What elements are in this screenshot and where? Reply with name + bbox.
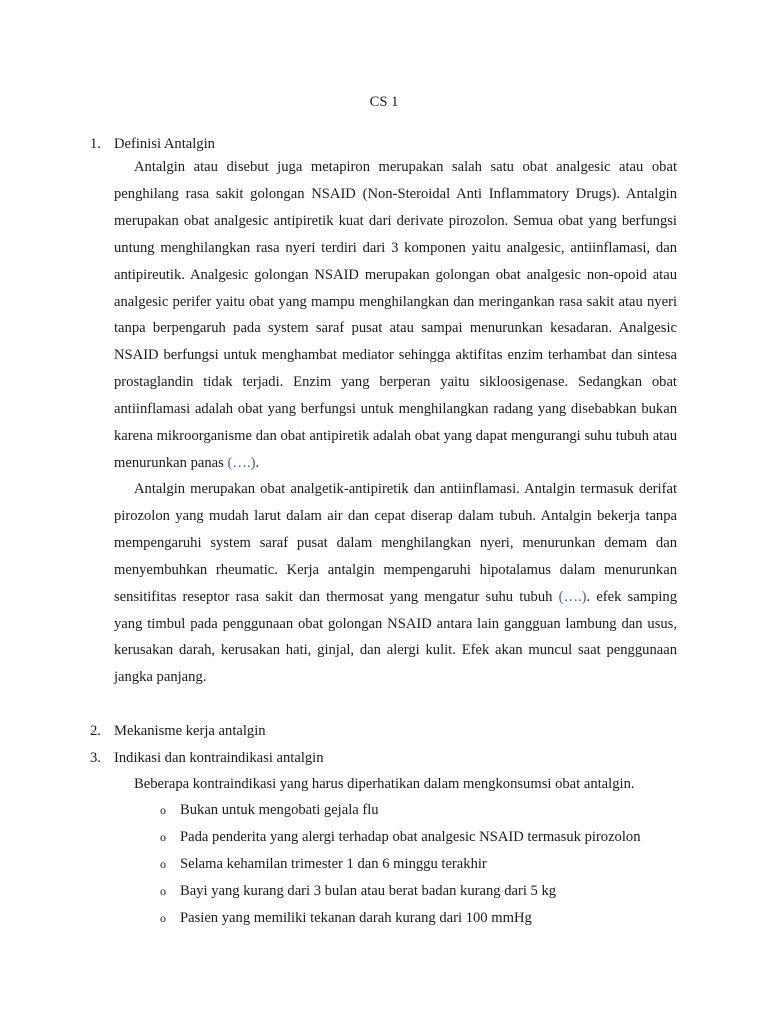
list-item-text: Selama kehamilan trimester 1 dan 6 minggu terakhir <box>180 856 487 872</box>
kontraindikasi-intro: Beberapa kontraindikasi yang harus diperhatikan dalam mengkonsumsi obat antalgin. <box>134 776 635 792</box>
list-item-text: Bayi yang kurang dari 3 bulan atau berat badan kurang dari 5 kg <box>180 883 557 899</box>
citation-placeholder: (….) <box>227 454 256 471</box>
bullet-marker: o <box>160 884 166 898</box>
section-heading-1 <box>90 134 215 154</box>
paragraph-text: Antalgin merupakan obat analgetik-antipiretik dan antiinflamasi. Antalgin termasuk derifat pirozolon yang mudah larut dalam air dan cepat diserap dalam tubuh. Antalgin bekerja tanpa mempengaruhi system saraf pusat dalam menghilangkan nyeri, menurunkan demam dan menyembuhkan rheumatic. Kerja antalgin mempengaruhi hipotalamus dalam menurunkan sensitifitas reseptor rasa sakit dan thermosat yang mengatur suhu tubuh <box>114 481 677 605</box>
section-number: 2. <box>90 723 101 739</box>
bullet-marker: o <box>160 803 166 817</box>
page-title: CS 1 <box>369 94 399 110</box>
list-item-text: Bukan untuk mengobati gejala flu <box>180 802 379 818</box>
list-item <box>160 827 641 854</box>
list-item-text: Pasien yang memiliki tekanan darah kurang dari 100 mmHg <box>180 910 532 926</box>
list-item <box>160 800 641 827</box>
paragraph-definisi-2 <box>114 476 677 691</box>
section-heading-2 <box>90 721 266 741</box>
citation-placeholder: (….) <box>558 588 587 605</box>
bullet-marker: o <box>160 830 166 844</box>
section-number: 3. <box>90 750 101 766</box>
section-title: Indikasi dan kontraindikasi antalgin <box>114 750 324 766</box>
bullet-marker: o <box>160 911 166 925</box>
bullet-marker: o <box>160 857 166 871</box>
paragraph-definisi-1 <box>114 154 677 477</box>
section-title: Definisi Antalgin <box>114 136 215 152</box>
section-heading-3 <box>90 748 324 768</box>
list-item <box>160 854 641 881</box>
section-title: Mekanisme kerja antalgin <box>114 723 266 739</box>
section-number: 1. <box>90 136 101 152</box>
kontraindikasi-list <box>160 800 641 935</box>
list-item-text: Pada penderita yang alergi terhadap obat analgesic NSAID termasuk pirozolon <box>180 829 641 845</box>
paragraph-text: Antalgin atau disebut juga metapiron merupakan salah satu obat analgesic atau obat penghilang rasa sakit golongan NSAID (Non-Steroidal Anti Inflammatory Drugs). Antalgin merupakan obat analgesic antipiretik kuat dari derivate pirozolon. Semua obat yang berfungsi untung menghilangkan rasa nyeri terdiri dari 3 komponen yaitu analgesic, antiinflamasi, dan antipireutik. Analgesic golongan NSAID merupakan golongan obat analgesic non-opoid atau analgesic perifer yaitu obat yang mampu menghilangkan dan meringankan rasa sakit atau nyeri tanpa berpengaruh pada system saraf pusat atau sampai menurunkan kesadaran. Analgesic NSAID berfungsi untuk menghambat mediator sehingga aktifitas enzim terhambat dan sintesa prostaglandin tidak terjadi. Enzim yang berperan yaitu sikloosigenase. Sedangkan obat antiinflamasi adalah obat yang berfungsi untuk menghilangkan radang yang disebabkan bukan karena mikroorganisme dan obat antipiretik adalah obat yang dapat mengurangi suhu tubuh atau menurunkan panas <box>114 159 677 471</box>
paragraph-end: . <box>255 454 260 471</box>
list-item <box>160 908 641 935</box>
paragraph-end: . efek samping yang timbul pada penggunaan obat golongan NSAID antara lain gangguan lambung dan usus, kerusakan darah, kerusakan hati, ginjal, dan alergi kulit. Efek akan muncul saat penggunaan jangka panjang. <box>114 588 677 686</box>
list-item <box>160 881 641 908</box>
